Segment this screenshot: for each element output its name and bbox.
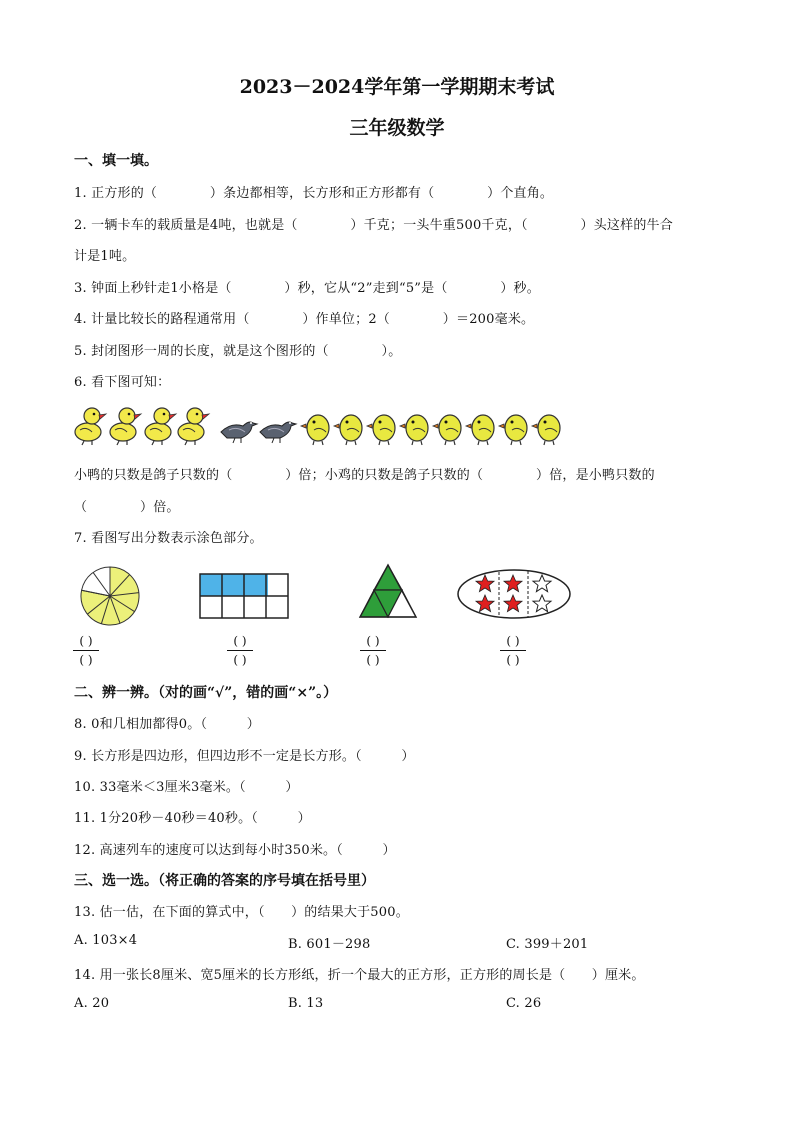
chick-icon [532, 415, 560, 445]
duck-icon [110, 408, 141, 445]
triangle-figure [352, 562, 424, 624]
grid-figure [198, 572, 292, 622]
q13-option-b: B. 601－298 [288, 937, 371, 952]
fraction-answer [227, 634, 253, 667]
chick-icon [466, 415, 494, 445]
question-6-line1: 小鸭的只数是鸽子只数的（ ）倍；小鸡的只数是鸽子只数的（ ）倍，是小鸭只数的 [74, 468, 655, 483]
question-11: 11. 1分20秒－40秒＝40秒。（ ） [74, 811, 311, 826]
section-judge: 二、辨一辨。（对的画“√”，错的画“×”。） [74, 685, 338, 701]
question-4: 4. 计量比较长的路程通常用（ ）作单位；2（ ）＝200毫米。 [74, 312, 535, 327]
question-1: 1. 正方形的（ ）条边都相等，长方形和正方形都有（ ）个直角。 [74, 186, 554, 201]
denominator-blank: ( ) [79, 653, 93, 667]
section-fill-in: 一、填一填。 [74, 153, 158, 169]
pigeon-icon [260, 422, 296, 443]
chick-icon [400, 415, 428, 445]
question-2-line2: 计是1吨。 [74, 249, 136, 264]
chick-icon [334, 415, 362, 445]
fraction-answer [360, 634, 386, 667]
question-6: 6. 看下图可知： [74, 375, 171, 390]
chick-icon [367, 415, 395, 445]
numerator-blank: ( ) [79, 634, 93, 648]
question-3: 3. 钟面上秒针走1小格是（ ）秒，它从“2”走到“5”是（ ）秒。 [74, 281, 540, 296]
question-5: 5. 封闭图形一周的长度，就是这个图形的（ ）。 [74, 344, 402, 359]
denominator-blank: ( ) [506, 653, 520, 667]
denominator-blank: ( ) [366, 653, 380, 667]
page-title: 2023－2024学年第一学期期末考试 [239, 76, 555, 98]
denominator-blank: ( ) [233, 653, 247, 667]
page-subtitle: 三年级数学 [349, 117, 445, 139]
q13-option-c: C. 399＋201 [506, 937, 589, 952]
duck-icon [145, 408, 176, 445]
pie-figure [76, 566, 146, 626]
question-10: 10. 33毫米＜3厘米3毫米。（ ） [74, 780, 299, 795]
chick-icon [301, 415, 329, 445]
section-choose: 三、选一选。（将正确的答案的序号填在括号里） [74, 873, 375, 889]
chick-icon [433, 415, 461, 445]
question-7: 7. 看图写出分数表示涂色部分。 [74, 531, 263, 546]
fraction-answer [500, 634, 526, 667]
q13-option-a: A. 103×4 [74, 933, 138, 948]
fraction-answer [73, 634, 99, 667]
question-13: 13. 估一估，在下面的算式中，（ ）的结果大于500。 [74, 905, 409, 920]
question-2-line1: 2. 一辆卡车的载质量是4吨，也就是（ ）千克；一头牛重500千克，（ ）头这样的牛合 [74, 218, 673, 233]
numerator-blank: ( ) [366, 634, 380, 648]
pigeon-icon [221, 422, 257, 443]
question-8: 8. 0和几相加都得0。（ ） [74, 717, 260, 732]
numerator-blank: ( ) [233, 634, 247, 648]
question-12: 12. 高速列车的速度可以达到每小时350米。（ ） [74, 843, 396, 858]
question-6-line2: （ ）倍。 [74, 500, 180, 515]
q14-option-a: A. 20 [74, 996, 110, 1011]
duck-icon [75, 408, 106, 445]
q14-option-b: B. 13 [288, 996, 324, 1011]
numerator-blank: ( ) [506, 634, 520, 648]
chick-icon [499, 415, 527, 445]
animals-figure [72, 402, 572, 448]
q14-option-c: C. 26 [506, 996, 542, 1011]
ellipse-stars-figure [455, 566, 573, 622]
question-14: 14. 用一张长8厘米、宽5厘米的长方形纸，折一个最大的正方形，正方形的周长是（ ）厘米。 [74, 968, 645, 983]
question-9: 9. 长方形是四边形，但四边形不一定是长方形。（ ） [74, 749, 415, 764]
duck-icon [178, 408, 209, 445]
